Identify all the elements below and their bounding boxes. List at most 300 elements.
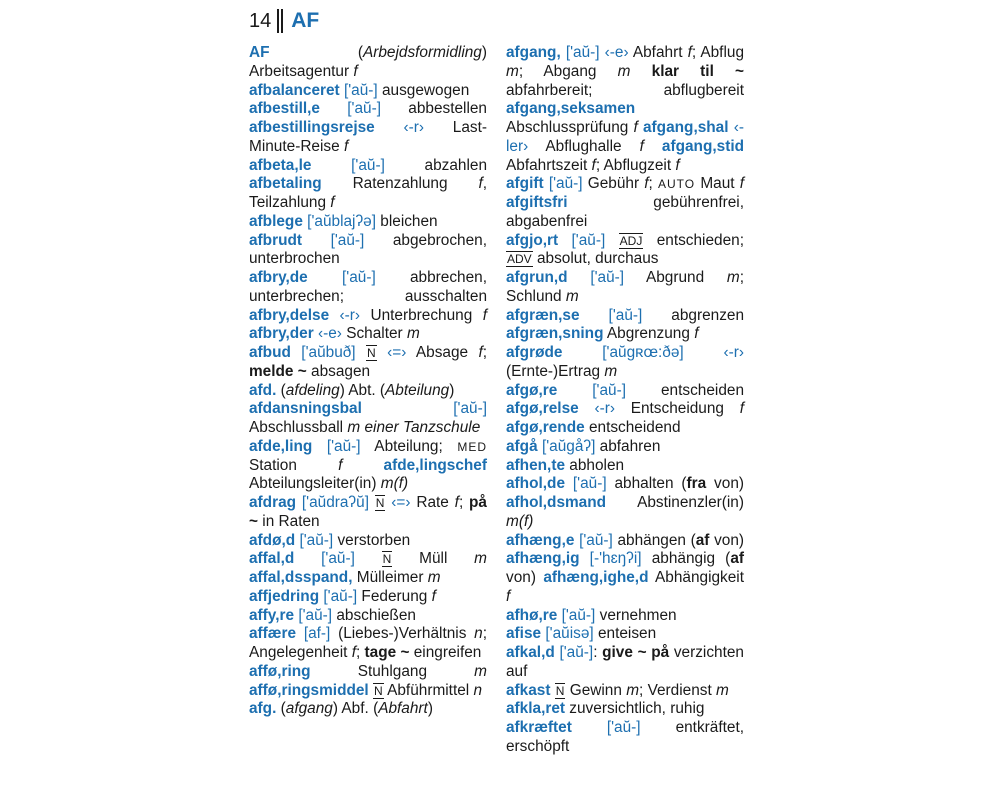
text: Schalter: [341, 325, 407, 343]
pronunciation: ['aŭ-]: [571, 231, 606, 249]
text: [558, 232, 571, 249]
pronunciation: ['aŭ-]: [606, 719, 641, 736]
dictionary-entry: [249, 532, 487, 551]
text: [369, 494, 375, 511]
pronunciation: ['aŭ-]: [341, 269, 376, 286]
dictionary-entry: [506, 438, 744, 457]
text: Maut: [695, 175, 740, 193]
pronunciation: [af-]: [303, 625, 331, 643]
text: Mülleimer: [352, 569, 428, 586]
grammar-tag: N: [382, 552, 392, 567]
headword: afhæng,e: [506, 531, 575, 549]
dictionary-entry: [249, 700, 487, 719]
headword: afbry,delse: [249, 306, 330, 324]
italic-text: m: [716, 681, 729, 699]
text: [302, 232, 331, 249]
headword: afgang,: [506, 44, 561, 61]
dictionary-entry: [506, 700, 744, 719]
text: abfahren: [595, 437, 661, 455]
text: abbrechen, unterbrechen; ausschalten: [249, 269, 487, 305]
headword: afbeta,le: [249, 156, 312, 174]
italic-text: f: [687, 44, 692, 61]
headword: afdrag: [249, 494, 297, 511]
text: ; Abgang: [518, 62, 618, 80]
dictionary-entry: [506, 344, 744, 382]
italic-text: f: [478, 175, 483, 193]
headword: afgift: [506, 175, 544, 193]
italic-text: m: [474, 662, 487, 680]
text: [342, 457, 383, 474]
dictionary-entry: [249, 625, 487, 663]
headword: afbry,de: [249, 269, 308, 286]
dictionary-entry: [506, 719, 744, 757]
pronunciation: ['aŭ-]: [572, 475, 607, 493]
bold-text: af: [695, 531, 710, 549]
dictionary-entry: [249, 663, 487, 701]
pronunciation: ['aŭ-]: [351, 156, 385, 174]
pronunciation: ‹=›: [387, 344, 407, 361]
dictionary-entry: [249, 494, 487, 532]
text: [568, 269, 591, 286]
text: entschieden;: [643, 231, 744, 249]
headword: afdø,d: [249, 531, 296, 549]
headword: afgang,stid: [661, 137, 744, 155]
headword: afgiftsfri: [506, 194, 568, 211]
text: [630, 63, 651, 80]
italic-text: f: [739, 400, 744, 418]
italic-text: f: [644, 175, 649, 193]
pronunciation: ‹=›: [391, 494, 411, 511]
text: abgrenzen: [642, 306, 745, 324]
italic-text: f: [454, 494, 459, 511]
headword: afbrudt: [249, 231, 303, 249]
pronunciation: ['aŭ-]: [323, 587, 358, 605]
headword: affjedring: [249, 587, 320, 605]
text: Abfahrtszeit: [506, 156, 592, 174]
headword: afhen,te: [506, 456, 566, 474]
pronunciation: ['aŭ-]: [608, 306, 643, 324]
pronunciation: ['aŭblajʔə]: [307, 212, 376, 230]
pronunciation: ['aŭ-]: [590, 269, 625, 286]
headword: afgjo,rt: [506, 231, 559, 249]
pronunciation: ['aŭ-]: [561, 606, 596, 624]
text: ;: [648, 175, 659, 193]
text: entscheidend: [584, 419, 681, 436]
pronunciation: ['aŭ-]: [565, 44, 600, 61]
grammar-tag: N: [374, 683, 383, 698]
pronunciation: ['aŭgʀœ:ðə]: [602, 344, 684, 361]
dictionary-entry: [506, 644, 744, 682]
headword: afgang,shal: [643, 119, 729, 136]
headword: afgø,rende: [506, 419, 585, 436]
text: [308, 269, 342, 286]
grammar-tag: N: [375, 496, 385, 510]
text: ): [427, 700, 433, 718]
text: bleichen: [376, 212, 438, 230]
text: Abteilung;: [360, 437, 458, 455]
dictionary-entry: [249, 44, 487, 82]
italic-text: f: [431, 587, 436, 605]
text: [565, 475, 573, 492]
headword: afise: [506, 625, 542, 643]
text: abzahlen: [384, 156, 488, 174]
text: ausgewogen: [377, 81, 470, 99]
text: Entscheidung: [614, 400, 740, 418]
text: [377, 344, 387, 361]
text: ): [449, 381, 455, 399]
text: in Raten: [258, 512, 320, 530]
text: Abgrund: [624, 269, 727, 286]
headword: afkræftet: [506, 719, 572, 736]
text: [296, 625, 304, 642]
pronunciation: ['aŭ-]: [298, 606, 333, 624]
italic-text: f: [482, 306, 487, 324]
text: ; Abflugzeit: [595, 156, 676, 174]
text: Müll: [392, 550, 475, 568]
pronunciation: ‹-r›: [339, 306, 361, 324]
pronunciation: ['aŭ-]: [347, 100, 382, 118]
dictionary-entry: [249, 100, 487, 156]
headword: afdansningsbal: [249, 400, 362, 418]
text: abhalten (: [606, 475, 687, 493]
text: abbestellen: [381, 100, 487, 118]
text: entkräftet, erschöpft: [506, 719, 745, 755]
text: [355, 550, 382, 567]
text: Federung: [357, 587, 432, 605]
text: ;: [458, 494, 470, 511]
text: [605, 232, 618, 249]
text: [375, 119, 404, 136]
dictionary-entry: [506, 682, 744, 701]
grammar-tag: N: [555, 683, 565, 698]
dictionary-entry: [249, 269, 487, 344]
dictionary-entry: [249, 438, 487, 494]
italic-text: f: [478, 344, 483, 361]
text: Abstinenzler(in): [606, 494, 744, 511]
text: [579, 400, 595, 417]
text: abhängen (: [612, 531, 696, 549]
headword: affal,dsspand,: [249, 569, 353, 586]
pronunciation: ['aŭ-]: [592, 381, 627, 399]
italic-text: f: [343, 137, 349, 155]
headword: afkal,d: [506, 644, 555, 661]
headword: affære: [249, 625, 297, 643]
text: [562, 344, 602, 361]
pronunciation: [-'hɛŋʔi]: [589, 550, 642, 568]
bold-text: klar til ~: [651, 62, 745, 80]
dictionary-entry: [249, 400, 487, 438]
text: Rate: [410, 494, 455, 511]
dictionary-entry: [249, 157, 487, 213]
pronunciation: ‹-e›: [604, 44, 629, 61]
text: abholen: [565, 456, 625, 474]
headword: afbalanceret: [249, 81, 340, 99]
text: [580, 550, 590, 567]
italic-text: f: [330, 194, 335, 211]
bold-text: give ~ på: [602, 644, 670, 661]
text: abfahrbereit; abflugbereit: [506, 81, 744, 99]
dictionary-entry: [249, 82, 487, 101]
text: [329, 307, 339, 324]
pronunciation: ['aŭisə]: [545, 625, 594, 643]
dictionary-entry: [506, 175, 744, 231]
dictionary-entry: [249, 382, 487, 401]
text: von): [709, 531, 745, 549]
left-column: [249, 44, 487, 719]
text: eingreifen: [409, 644, 482, 661]
text: (: [276, 381, 286, 399]
italic-text: Arbejdsformidling: [362, 44, 482, 61]
headword: affal,d: [249, 550, 295, 568]
text: [572, 719, 607, 736]
right-column: [506, 44, 744, 757]
text: ) Arbeitsagentur: [249, 44, 487, 80]
page-number: 14: [249, 9, 272, 32]
text: ; Schlund: [506, 269, 744, 305]
text: Abfahrt: [628, 44, 688, 61]
headword: afgø,re: [506, 381, 558, 399]
dictionary-entry: [249, 588, 487, 607]
grammar-tag: ADV: [507, 252, 532, 267]
text: enteisen: [593, 625, 657, 643]
italic-text: f: [506, 587, 511, 605]
dictionary-entry: [506, 532, 744, 607]
dictionary-entry: [506, 382, 744, 438]
grammar-tag: ADJ: [619, 233, 643, 248]
dictionary-entry: [506, 232, 744, 270]
italic-text: f: [639, 137, 644, 155]
dictionary-entry: [249, 213, 487, 232]
italic-text: f: [353, 62, 358, 80]
dictionary-entry: [249, 607, 487, 626]
pronunciation: ['aŭbuð]: [301, 344, 356, 361]
text: Abhängigkeit: [648, 569, 744, 586]
usage-label: AUTO: [658, 177, 696, 192]
italic-text: m: [604, 362, 618, 380]
text: verzichten auf: [506, 644, 744, 680]
guide-word: AF: [291, 9, 320, 32]
text: ) Abt. (: [339, 381, 386, 399]
text: Abflughalle: [528, 137, 640, 155]
headword: afbestill,e: [249, 100, 320, 118]
headword: afgrun,d: [506, 269, 568, 286]
pronunciation: ['aŭ-]: [326, 437, 361, 455]
headword: afhæng,ighe,d: [543, 569, 649, 586]
text: ; Verdienst: [639, 681, 717, 699]
headword: afgrøde: [506, 344, 563, 361]
dictionary-entry: [506, 307, 744, 345]
italic-text: f: [694, 325, 699, 343]
text: Gebühr: [582, 175, 645, 193]
headword: afgang,seksamen: [506, 100, 636, 118]
italic-text: n: [474, 625, 483, 643]
pronunciation: ['aŭ-]: [330, 231, 365, 249]
headword: afhol,dsmand: [506, 494, 607, 511]
dictionary-entry: [506, 457, 744, 476]
text: [557, 382, 592, 399]
text: Abschlussball: [249, 419, 348, 436]
headword: afbetaling: [249, 175, 322, 193]
italic-text: afgang: [285, 700, 333, 718]
headword: afkla,ret: [506, 700, 566, 718]
headword: afkast: [506, 681, 551, 699]
dictionary-entry: [249, 344, 487, 382]
bold-text: tage ~: [364, 644, 410, 661]
headword: afgå: [506, 437, 538, 455]
headword: affø,ringsmiddel: [249, 681, 369, 699]
text: [644, 138, 662, 155]
text: (Liebes-)Verhältnis: [330, 625, 475, 643]
text: [312, 438, 327, 455]
headword: afbry,der: [249, 325, 314, 343]
text: ;: [355, 644, 365, 661]
italic-text: m: [427, 569, 441, 586]
bold-text: fra: [686, 475, 707, 493]
text: (Ernte-)Ertrag: [506, 362, 605, 380]
text: Abschlussprüfung: [506, 119, 634, 136]
headword: afgræn,sning: [506, 325, 604, 343]
pronunciation: ‹-r›: [594, 400, 615, 418]
pronunciation: ['aŭ-]: [579, 531, 613, 549]
text: [684, 344, 724, 361]
headword: afhæng,ig: [506, 550, 580, 568]
pronunciation: ‹-e›: [318, 325, 342, 343]
text: ) Abf. (: [332, 700, 379, 718]
dictionary-entry: [249, 232, 487, 270]
italic-text: Abfahrt: [378, 700, 428, 718]
italic-text: f: [351, 644, 356, 661]
pronunciation: ‹-r›: [723, 344, 745, 361]
pronunciation: ['aŭdraʔŭ]: [301, 494, 369, 511]
text: Gewinn: [565, 681, 627, 699]
pronunciation: ['aŭ-]: [321, 550, 355, 568]
text: von): [706, 475, 745, 493]
headword: afde,lingschef: [383, 456, 487, 474]
text: abschießen: [332, 606, 416, 624]
dictionary-entry: [506, 475, 744, 531]
italic-text: Abteilung: [385, 381, 450, 399]
text: absagen: [306, 362, 371, 380]
dictionary-entry: [506, 625, 744, 644]
text: :: [593, 644, 603, 661]
text: ; Abflug: [691, 44, 744, 61]
text: (: [276, 700, 286, 718]
headword: afblege: [249, 212, 303, 230]
italic-text: m einer Tanzschule: [347, 419, 481, 436]
text: [320, 100, 347, 117]
text: abgebrochen, unterbrochen: [249, 231, 487, 268]
italic-text: n: [473, 681, 483, 699]
text: ;: [482, 344, 488, 361]
text: [294, 550, 321, 567]
text: [291, 344, 301, 361]
text: ; Angelegenheit: [249, 625, 487, 661]
italic-text: f: [591, 156, 596, 174]
text: [580, 307, 609, 324]
headword: afhø,re: [506, 606, 558, 624]
dictionary-entry: [249, 550, 487, 588]
italic-text: m: [474, 550, 487, 568]
text: von): [506, 569, 544, 586]
italic-text: f: [739, 175, 744, 193]
text: , Teilzahlung: [249, 175, 487, 211]
text: vernehmen: [595, 606, 677, 624]
bold-text: melde ~: [249, 362, 307, 380]
text: Last-Minute-Reise: [249, 119, 487, 155]
italic-text: m(f): [380, 475, 409, 493]
bold-text: på ~: [249, 494, 487, 530]
headword: afd.: [249, 381, 277, 399]
italic-text: m: [506, 62, 519, 80]
pronunciation: ['aŭ-]: [453, 400, 487, 418]
text: absolut, durchaus: [532, 250, 659, 268]
pronunciation: ‹-ler›: [506, 119, 744, 155]
dictionary-entry: [506, 607, 744, 626]
dictionary-entry: [506, 44, 744, 175]
text: Absage: [406, 344, 479, 361]
text: entscheiden: [626, 381, 744, 399]
headword: afhol,de: [506, 475, 565, 493]
italic-text: f: [338, 456, 343, 474]
text: [362, 400, 453, 417]
header-divider: [277, 9, 283, 33]
headword: affy,re: [249, 606, 295, 624]
text: Abführmittel: [383, 681, 474, 699]
italic-text: m: [617, 62, 631, 80]
text: Abgrenzung: [603, 325, 695, 343]
text: Unterbrechung: [360, 306, 483, 324]
usage-label: MED: [457, 439, 487, 454]
bold-text: af: [730, 550, 744, 568]
text: verstorben: [333, 531, 411, 549]
text: [356, 344, 366, 361]
text: abhängig (: [641, 550, 731, 568]
text: (: [269, 44, 363, 61]
dictionary-entry: [506, 269, 744, 307]
italic-text: m: [726, 269, 740, 286]
italic-text: f: [633, 119, 638, 136]
text: zuversichtlich, ruhig: [565, 700, 705, 718]
pronunciation: ['aŭ-]: [343, 81, 378, 99]
text: gebührenfrei, abgabenfrei: [506, 194, 744, 230]
pronunciation: ['aŭgåʔ]: [541, 437, 596, 455]
headword: AF: [249, 44, 270, 61]
pronunciation: ['aŭ-]: [559, 644, 594, 661]
headword: afbestillingsrejse: [249, 119, 375, 136]
italic-text: m: [626, 681, 640, 699]
headword: afde,ling: [249, 437, 313, 455]
text: Ratenzahlung: [321, 175, 479, 193]
italic-text: m(f): [506, 512, 534, 530]
text: Stuhlgang: [310, 662, 475, 680]
pronunciation: ['aŭ-]: [299, 531, 334, 549]
text: Station: [249, 456, 339, 474]
pronunciation: ['aŭ-]: [548, 175, 583, 193]
italic-text: f: [675, 156, 680, 174]
italic-text: m: [565, 287, 579, 305]
headword: affø,ring: [249, 662, 311, 680]
headword: afgø,relse: [506, 400, 579, 418]
text: Abteilungsleiter(in): [249, 475, 381, 493]
grammar-tag: N: [367, 346, 376, 360]
italic-text: afdeling: [285, 381, 340, 399]
pronunciation: ‹-r›: [403, 119, 425, 136]
headword: afg.: [249, 700, 277, 718]
page-header: [249, 4, 319, 38]
italic-text: m: [406, 325, 420, 343]
headword: afbud: [249, 344, 291, 361]
text: [311, 157, 351, 174]
